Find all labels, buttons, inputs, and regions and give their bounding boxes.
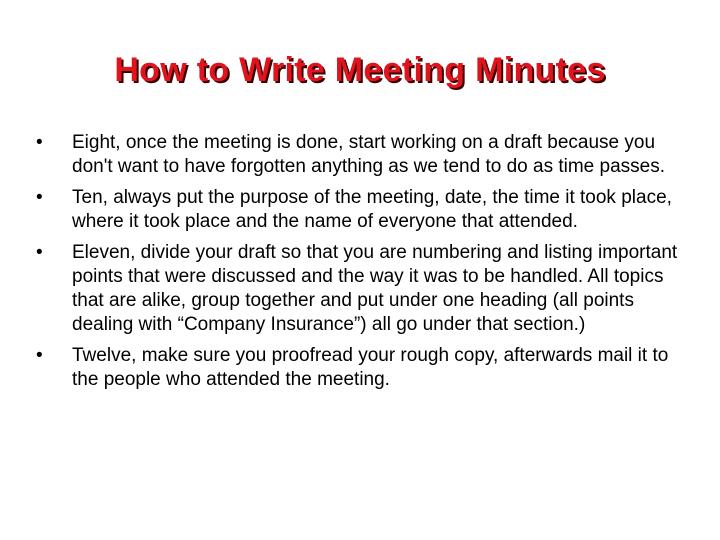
bullet-item — [36, 131, 686, 179]
bullet-text: Eight, once the meeting is done, start working on a draft because you don't want to have forgotten anything as we tend to do as time passes. — [72, 132, 665, 177]
bullet-text: Ten, always put the purpose of the meeting, date, the time it took place, where it took place and the name of everyone that attended. — [72, 187, 672, 232]
bullet-list — [36, 131, 686, 399]
slide-title: How to Write Meeting Minutes — [114, 51, 606, 89]
bullet-text: Eleven, divide your draft so that you are numbering and listing important points that were discussed and the way it was to be handled. All topics that are alike, group together and put under one heading (all points dealing with “Company Insurance”) all go under that section.) — [72, 242, 678, 335]
bullet-text: Twelve, make sure you proofread your rough copy, afterwards mail it to the people who attended the meeting. — [72, 345, 669, 390]
bullet-icon: • — [36, 345, 43, 366]
bullet-icon: • — [36, 132, 43, 153]
bullet-item — [36, 344, 686, 392]
bullet-item — [36, 241, 686, 337]
bullet-item — [36, 186, 686, 234]
bullet-icon: • — [36, 187, 43, 208]
bullet-icon: • — [36, 242, 43, 263]
